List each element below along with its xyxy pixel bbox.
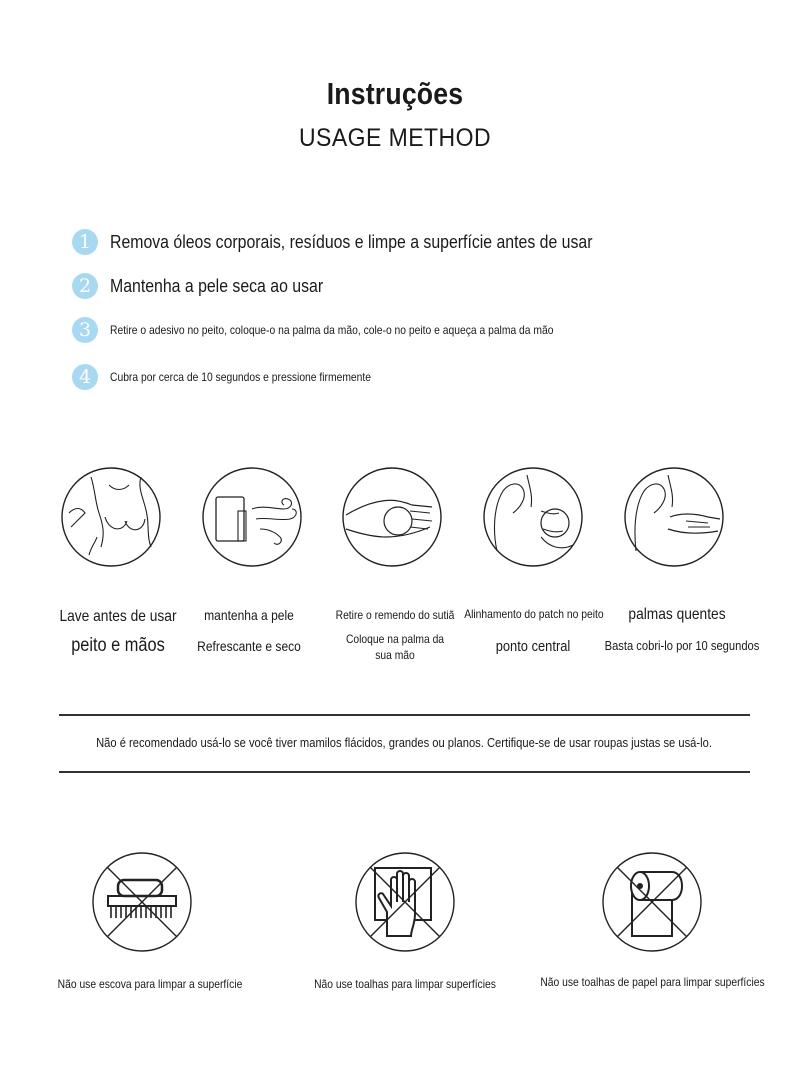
- step-text: Remova óleos corporais, resíduos e limpe a superfície antes de usar: [110, 231, 593, 252]
- illustration-caption-bottom: Refrescante e seco: [197, 638, 301, 654]
- step-3: [72, 317, 626, 343]
- step-4: [72, 364, 414, 390]
- step-text: Cubra por cerca de 10 segundos e pressione firmemente: [110, 370, 372, 384]
- step-text: Mantenha a pele seca ao usar: [110, 275, 324, 296]
- wash-chest-icon: [61, 467, 161, 567]
- illustration-caption-bottom: peito e mãos: [71, 635, 165, 656]
- no-towel-icon: [355, 852, 455, 952]
- no-paper-towel-icon: [602, 852, 702, 952]
- illustration-caption-bottom: Basta cobri-lo por 10 segundos: [604, 638, 760, 653]
- step-number-badge: 3: [72, 317, 98, 343]
- step-1: [72, 229, 658, 255]
- illustration-caption-top: Alinhamento do patch no peito: [464, 607, 604, 621]
- prohibition-caption: Não use escova para limpar a superfície: [57, 977, 243, 991]
- no-brush-icon: [92, 852, 192, 952]
- illustration-caption-top: Retire o remendo do sutiã: [335, 608, 455, 622]
- illustration-caption-top: Lave antes de usar: [59, 608, 177, 625]
- align-patch-icon: [483, 467, 583, 567]
- illustration-caption-top: mantenha a pele: [204, 607, 294, 623]
- illustration-caption-top: palmas quentes: [628, 606, 726, 623]
- page-subtitle: USAGE METHOD: [298, 124, 492, 152]
- divider-bottom: [59, 771, 750, 773]
- step-text: Retire o adesivo no peito, coloque-o na palma da mão, cole-o no peito e aqueça a palma da mão: [110, 323, 554, 337]
- step-number-badge: 1: [72, 229, 98, 255]
- usage-note: Não é recomendado usá-lo se você tiver mamilos flácidos, grandes ou planos. Certifique-se de usar roupas justas se usá-lo.: [96, 735, 712, 750]
- illustration-caption-bottom: Coloque na palma da sua mão: [345, 632, 445, 662]
- step-number-badge: 2: [72, 273, 98, 299]
- prohibition-caption: Não use toalhas de papel para limpar superfícies: [540, 975, 765, 989]
- warm-palms-icon: [624, 467, 724, 567]
- prohibition-caption: Não use toalhas para limpar superfícies: [314, 977, 496, 991]
- illustration-caption-bottom: ponto central: [495, 638, 571, 655]
- dry-skin-icon: [202, 467, 302, 567]
- divider-top: [59, 714, 750, 716]
- page-title: Instruções: [326, 76, 464, 111]
- step-number-badge: 4: [72, 364, 98, 390]
- step-2: [72, 273, 352, 299]
- palm-patch-icon: [342, 467, 442, 567]
